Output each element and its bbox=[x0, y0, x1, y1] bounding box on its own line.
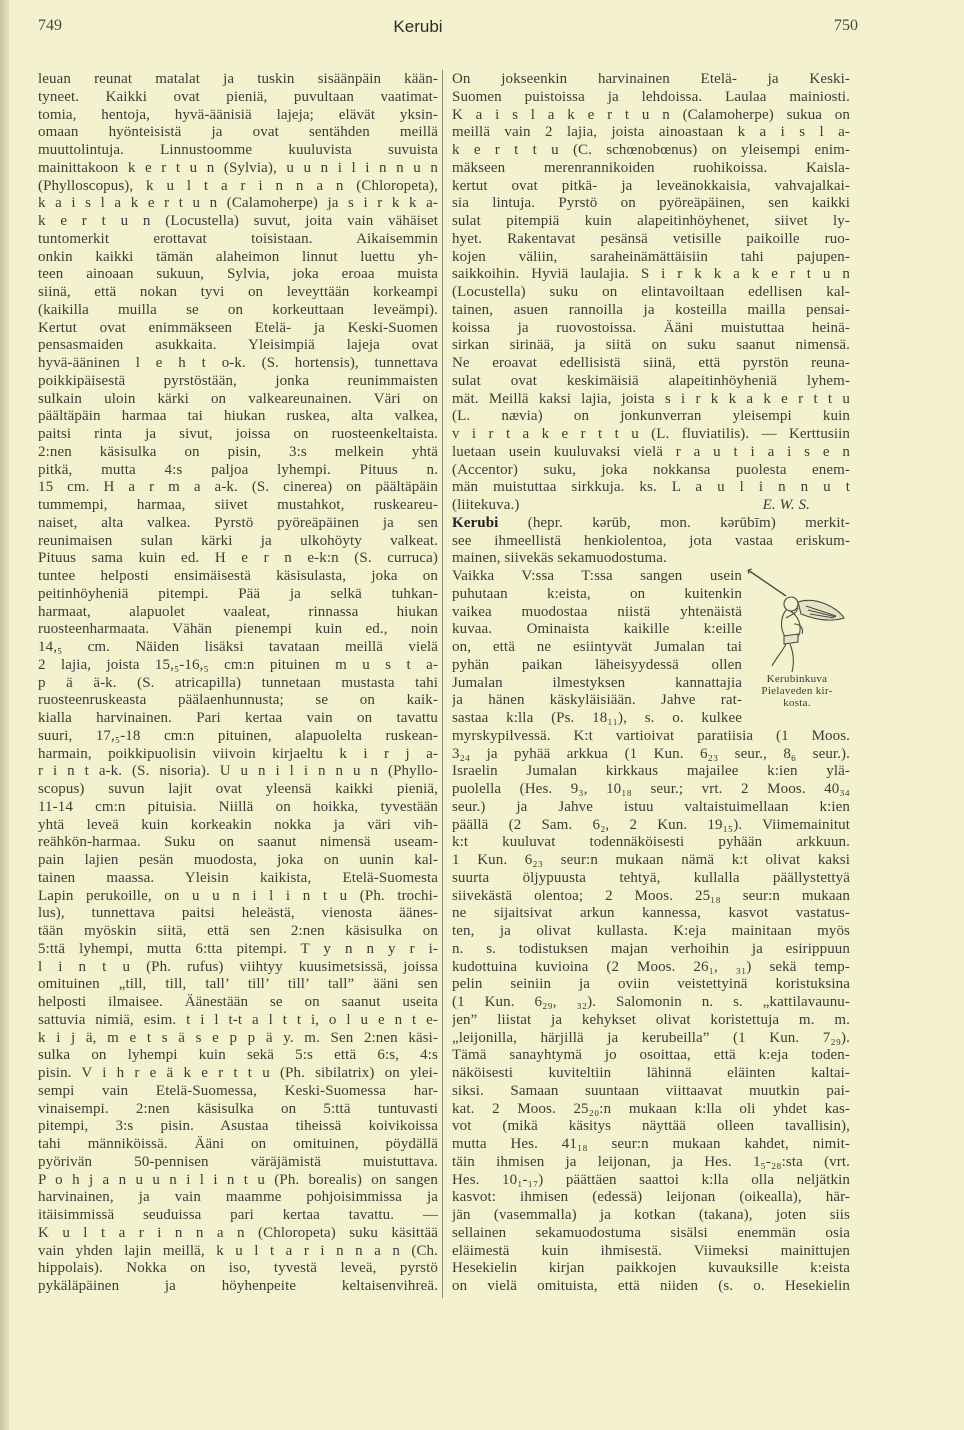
text-line: siivekästä olentoa; 2 Moos. 25₁₈ seur:n mukaan bbox=[452, 887, 850, 904]
text-line: siksi. Samaan suuntaan viittaavat muutkin pai- bbox=[452, 1082, 850, 1099]
text-line: Tämä sanayhtymä jo osoittaa, että k:eja toden- bbox=[452, 1047, 850, 1064]
text-line: 2:nen käsisulka on pisin, 3:s melkein yhtä bbox=[38, 443, 438, 460]
text-line bbox=[452, 515, 850, 533]
text-line: k a i s l a k e r t u n (Calamoherpe) ja s i r k k a- bbox=[38, 195, 438, 212]
text-line: mainittakoon k e r t u n (Sylvia), u u n i l i n n u n bbox=[38, 159, 438, 176]
page-number-right: 750 bbox=[834, 17, 858, 34]
text-line bbox=[452, 497, 850, 515]
text-line: tomia, hentoja, hyvä-äänisiä lajeja; elävät yksin- bbox=[38, 106, 438, 123]
text-line: sulat pitempiä kuin alapeitinhöyhenet, siivet ly- bbox=[452, 213, 850, 229]
text-line: 1 Kun. 6₂₃ seur:n mukaan nämä k:t olivat kaksi bbox=[452, 852, 850, 868]
text-line: muuttolintuja. Linnustoomme kuuluvista suvuista bbox=[38, 142, 438, 158]
text-line: saikkoihin. Hyviä laulajia. S i r k k a k e r t u n bbox=[452, 266, 850, 283]
text-line: täin ihmisen ja leijonan, ja Hes. 1₅-₂₈:sta (vrt. bbox=[452, 1153, 850, 1170]
text-line: k e r t t u (C. schœnobœnus) on yleisempi enim- bbox=[452, 142, 850, 158]
text-line: Israelin Jumalan kirkkaus majailee k:ien ylä- bbox=[452, 763, 850, 780]
text-line: k i j ä, m e t s ä s e p p ä y. m. Sen 2:nen käsi- bbox=[38, 1029, 438, 1046]
text-line: sempi vain Etelä-Suomessa, Keski-Suomessa har- bbox=[38, 1082, 438, 1099]
text-line: n. s. todistuksen majan verhoihin ja esirippuun bbox=[452, 940, 850, 957]
text-line: 14,₅ cm. Näiden lisäksi tavataan meillä vielä bbox=[38, 639, 438, 655]
text-line: mäkseen merenrannikoiden ruohikoissa. Kaisla- bbox=[452, 159, 850, 176]
text-line: kuvaa. Ominaista kaikille k:eille bbox=[452, 621, 742, 638]
text-line: tuntomerkit erottavat toisistaan. Aikaisemmin bbox=[38, 230, 438, 247]
text-line: meillä vain 2 lajia, joista ainoastaan k a i s l a- bbox=[452, 124, 850, 141]
text-line: (Phylloscopus), k u l t a r i n n a n (Chloropeta), bbox=[38, 177, 438, 194]
text-line: (Locustella) suku on elintavoiltaan edellisen kal- bbox=[452, 284, 850, 300]
cherub-figure bbox=[742, 568, 852, 709]
text-line: sulka on lyhempi kuin sekä 5:s että 6:s, 4:s bbox=[38, 1047, 438, 1064]
text-line: omaan hyönteisistä ja ovat sentähden meillä bbox=[38, 124, 438, 141]
text-line: (Accentor) suku, joka nokkansa puolesta enem- bbox=[452, 461, 850, 478]
text-line: itäisimmissä seuduissa pari kertaa tavattu. — bbox=[38, 1207, 438, 1223]
entry-headword: Kerubi bbox=[452, 514, 499, 531]
text-line: päältäpäin harmaa tai hiukan ruskea, alta valkea, bbox=[38, 408, 438, 425]
text-line: pelin seiniin ja oviin veistettyinä koristuksina bbox=[452, 976, 850, 993]
text-line: tainen maassa. Yleisin kaikista, Etelä-Suomesta bbox=[38, 869, 438, 886]
text-line: puhutaan k:eista, on kuitenkin bbox=[452, 585, 742, 602]
text-line: yhtä leveä kuin korkeakin nokka ja väri vih- bbox=[38, 816, 438, 833]
text-line: sattuvia nimiä, esim. t i l t-t a l t t i, o l u e n t e- bbox=[38, 1011, 438, 1028]
text-line: l i n t u (Ph. rufus) viihtyy kuusimetsissä, joissa bbox=[38, 958, 438, 975]
text-line: r i n t a-k. (S. nisoria). U u n i l i n n u n (Phyllo- bbox=[38, 763, 438, 780]
text-line: kasvot: ihmisen (edessä) leijonan (oikealla), här- bbox=[452, 1189, 850, 1206]
text-line: (1 Kun. 6₂₉, ₃₂). Salomonin n. s. „kattilavaunu- bbox=[452, 994, 850, 1010]
text-line: vot (mikä käsitys näyttää olleen tavallisin), bbox=[452, 1118, 850, 1135]
text-line: Lapin perukoille, on u u n i l i n t u (Ph. trochi- bbox=[38, 887, 438, 904]
text-line: siinä, että nokan tyvi on leveyttään korkeampi bbox=[38, 284, 438, 300]
text-line: p ä ä-k. (S. atricapilla) tunnetaan mustasta tahi bbox=[38, 674, 438, 691]
text-line: ten, ja olivat kullasta. K:eja mainitaan myös bbox=[452, 923, 850, 939]
text-line: 3₂₄ ja pyhää arkkua (1 Kun. 6₂₃ seur., 8₆ seur.). bbox=[452, 745, 850, 762]
page-number-left: 749 bbox=[38, 17, 62, 34]
text-line: 11-14 cm:n pituisia. Niillä on hoikka, tyvestään bbox=[38, 798, 438, 815]
text-line: see ihmeellistä henkiolentoa, jota vastaa eriskum- bbox=[452, 532, 850, 549]
text-line: pitempi, 3:s pisin. Asustaa tiheissä koivikoissa bbox=[38, 1118, 438, 1135]
figure-caption-line-1: Kerubinkuva bbox=[766, 673, 828, 685]
text-line: omituinen „till, till, tall’ till’ till’ tall” ääni sen bbox=[38, 976, 438, 993]
text-line: näköisesti kuviteltiin lähinnä eläinten kaltai- bbox=[452, 1065, 850, 1081]
text-line: Suomen puistoissa ja lehdoissa. Laulaa mainiosti. bbox=[452, 88, 850, 105]
text-line: on, että ne esiintyvät Jumalan tai bbox=[452, 639, 742, 655]
text-line: pisin. V i h r e ä k e r t t u (Ph. sibilatrix) on ylei- bbox=[38, 1065, 438, 1081]
text-line: pitkä, mutta 4:s paljoa lyhempi. Pituus n. bbox=[38, 461, 438, 478]
text-line: päällä (2 Sam. 6₂, 2 Kun. 19₁₅). Viimemainitut bbox=[452, 816, 850, 833]
text-line-content: (liitekuva.) bbox=[452, 497, 520, 513]
text-line: v i r t a k e r t t u (L. fluviatilis). — Kerttusiin bbox=[452, 426, 850, 442]
text-line: k:t kuuluvat todennäköisesti pyhään arkkuun. bbox=[452, 834, 850, 851]
text-line: on vielä omituista, että niiden (s. o. Hesekielin bbox=[452, 1278, 850, 1294]
text-line: pensasmaiden asukkaita. Yleisimpiä lajeja ovat bbox=[38, 337, 438, 354]
text-line: tummempi, harmaa, siivet mustahkot, ruskeareu- bbox=[38, 497, 438, 513]
text-line: mutta Hes. 41₁₈ seur:n mukaan kahdet, nimit- bbox=[452, 1136, 850, 1152]
text-line: tään myöskin siitä, että sen 2:nen käsisulka on bbox=[38, 923, 438, 939]
text-line: hippolais). Nokka on iso, tyvestä leveä, pyrstö bbox=[38, 1260, 438, 1277]
text-line: sulat ovat keskimäisiä alapeitinhöyheniä lyhem- bbox=[452, 372, 850, 389]
text-line: lus), tunnettava paitsi heleästä, vienosta äänes- bbox=[38, 905, 438, 922]
text-line: ne sijaitsivat arkun kannessa, kasvot vastatus- bbox=[452, 905, 850, 922]
text-line: reunimaisen sulan kärki ja ulkohöyty valkeat. bbox=[38, 532, 438, 549]
text-line: puolella (Hes. 9₃, 10₁₈ seur.; vrt. 2 Moos. 40₃₄ bbox=[452, 781, 850, 797]
text-line: kojen väliin, saraheinämättäisiin tahi pajupen- bbox=[452, 248, 850, 265]
text-line: sirkan sirinää, ja siitä on suku saanut nimensä. bbox=[452, 337, 850, 354]
figure-caption-line-3: kosta. bbox=[783, 697, 811, 709]
text-line: mät. Meillä kaksi lajia, joista s i r k k a k e r t t u bbox=[452, 390, 850, 407]
text-line: män muistuttaa sirkkuja. ks. L a u l i n n u t bbox=[452, 479, 850, 496]
text-line: naiset, alta valkea. Pyrstö pyöreäpäinen ja sen bbox=[38, 514, 438, 531]
text-line: tainen, asuen rannoilla ja kosteilla mailla pensai- bbox=[452, 301, 850, 318]
text-line: Pituus sama kuin ed. H e r n e-k:n (S. curruca) bbox=[38, 550, 438, 567]
text-line: P o h j a n u u n i l i n t u (Ph. borealis) on sangen bbox=[38, 1171, 438, 1188]
text-line: reähkön-harmaa. Suku on saanut nimensä useam- bbox=[38, 834, 438, 851]
text-line: Hesekielin kirjan paikkojen kuvauksille k:eista bbox=[452, 1260, 850, 1277]
text-line: Ne eroavat edellisistä siinä, että pyrstön reuna- bbox=[452, 355, 850, 371]
text-line: 2 lajia, joista 15,₅-16,₅ cm:n pituinen m u s t a- bbox=[38, 656, 438, 673]
text-line: (L. nævia) on jonkunverran yleisempi kuin bbox=[452, 408, 850, 425]
text-line: poikkipäisestä pyrstöstään, jonka reunimmaisten bbox=[38, 372, 438, 389]
text-line: pain lajien pesän muodosta, joka on uunin kal- bbox=[38, 852, 438, 868]
text-line: jen” liistat ja kehykset olivat koristettuja m. m. bbox=[452, 1011, 850, 1028]
text-line: 15 cm. H a r m a a-k. (S. cinerea) on päältäpäin bbox=[38, 479, 438, 496]
text-line: paitsi rinta ja sivut, joissa on ruosteenkeltaista. bbox=[38, 426, 438, 442]
text-line: hyvä-ääninen l e h t o-k. (S. hortensis), tunnettava bbox=[38, 355, 438, 371]
text-line: ruosteenruskeasta päälaenhunnusta; se on kaik- bbox=[38, 692, 438, 709]
text-line: mainen, siivekäs sekamuodostuma. bbox=[452, 550, 667, 567]
text-line: teen ainoaan sukuun, Sylvia, joka eroaa muista bbox=[38, 266, 438, 283]
author-initials: E. W. S. bbox=[762, 497, 810, 513]
figure-caption-line-2: Pielaveden kir- bbox=[761, 685, 833, 697]
cherub-illustration bbox=[746, 568, 846, 673]
text-line: pyhän paikan läheisyydessä ollen bbox=[452, 656, 742, 673]
text-line: leuan reunat matalat ja tuskin sisäänpäin kään- bbox=[38, 71, 438, 87]
text-line: pyörivän 50-pennisen väräjämistä muistuttava. bbox=[38, 1153, 438, 1170]
text-line: ruosteenharmaata. Vähän pienempi kuin ed., noin bbox=[38, 621, 438, 638]
text-line: k e r t u n (Locustella) suvut, joita vain vähäiset bbox=[38, 213, 438, 229]
text-line: sastaa k:lla (Ps. 18₁₁), s. o. kulkee bbox=[452, 710, 742, 726]
text-line: kudottuina kuvioina (2 Moos. 26₁, ₃₁) sekä temp- bbox=[452, 958, 850, 975]
text-line: tahi männiköissä. Ääni on omituinen, pöydällä bbox=[38, 1136, 438, 1152]
text-line: scopus) suvun lajit ovat yleensä kaikki pieniä, bbox=[38, 781, 438, 797]
text-line: Hes. 10₁-₁₇) päättäen saattoi k:lla olla neljätkin bbox=[452, 1171, 850, 1188]
text-line: vinaisempi. 2:nen käsisulka on 5:ttä tuntuvasti bbox=[38, 1100, 438, 1117]
running-title: Kerubi bbox=[393, 17, 443, 36]
text-line: suurta öljypuusta tehtyä, kullalla päällystettyä bbox=[452, 869, 850, 886]
text-line: sulkain uloin kärki on valkeareunainen. Väri on bbox=[38, 390, 438, 407]
text-line: harmaat, alapuolet vaaleat, rinnassa hiukan bbox=[38, 603, 438, 620]
text-line: peitinhöyheniä pitempi. Pää ja selkä tuhkan- bbox=[38, 585, 438, 602]
text-line: vain yhden lajin meillä, k u l t a r i n n a n (Ch. bbox=[38, 1242, 438, 1259]
text-line: On jokseenkin harvinainen Etelä- ja Keski- bbox=[452, 71, 850, 87]
text-line: kat. 2 Moos. 25₂₀:n mukaan k:lla oli yhdet kas- bbox=[452, 1100, 850, 1117]
text-line: tyneet. Kaikki ovat pieniä, puvultaan vaatimat- bbox=[38, 88, 438, 105]
text-line: K u l t a r i n n a n (Chloropeta) suku käsittää bbox=[38, 1224, 438, 1241]
text-line: koissa ja ruovostoissa. Ääni muistuttaa heinä- bbox=[452, 319, 850, 336]
text-line: K a i s l a k e r t u n (Calamoherpe) sukua on bbox=[452, 106, 850, 123]
text-line: onkin kaikki tämän alaheimon linnut luettu yh- bbox=[38, 248, 438, 265]
text-line: sia lintuja. Pyrstö on pyöreäpäinen, sen kaikki bbox=[452, 195, 850, 212]
text-line: harvinainen, ja vain maamme pohjoisimmissa ja bbox=[38, 1189, 438, 1206]
text-line: vaikea muodostaa niistä yhtenäistä bbox=[452, 603, 742, 620]
text-line: Kertut ovat enimmäkseen Etelä- ja Keski-Suomen bbox=[38, 319, 438, 336]
text-line: tuntee helposti ensimäisestä käsisulasta, joka on bbox=[38, 568, 438, 584]
column-divider bbox=[442, 70, 443, 1298]
text-line: eläimestä kuin ihmisestä. Viimeksi mainittujen bbox=[452, 1242, 850, 1259]
text-line: kertut ovat pitkä- ja leveänokkaisia, vahvajalkai- bbox=[452, 177, 850, 194]
text-line: harmain, poikkipuolisin viivoin kirjaeltu k i r j a- bbox=[38, 745, 438, 762]
text-line: suuri, 17,₅-18 cm:n pituinen, alapuolelta ruskean- bbox=[38, 727, 438, 744]
book-binding-edge bbox=[0, 0, 9, 1430]
text-line: luetaan usein kuuluvaksi vielä r a u t i a i s e n bbox=[452, 443, 850, 460]
text-line: seur.) ja Jahve istuu valtaistuimellaan k:ien bbox=[452, 798, 850, 815]
text-line: (kaikilla muilla se on korkeuttaan leveämpi). bbox=[38, 301, 438, 318]
left-column bbox=[38, 71, 438, 1296]
text-line: Jumalan ilmestyksen kannattajia bbox=[452, 674, 742, 691]
text-line: Vaikka V:ssa T:ssa sangen usein bbox=[452, 568, 742, 584]
text-line: jän (vasemmalla) ja kotkan (takana), joten siis bbox=[452, 1207, 850, 1223]
text-line: ja hänen käskyläisiään. Jahve rat- bbox=[452, 692, 742, 709]
text-line: hyet. Rakentavat pesänsä vetisille paikoille ruo- bbox=[452, 230, 850, 247]
text-line: sellainen sekamuodostuma sisälsi enemmän osia bbox=[452, 1224, 850, 1241]
text-line: 5:ttä lyhempi, mutta 6:tta pitempi. T y n n y r i- bbox=[38, 940, 438, 957]
text-line: „leijonilla, härjillä ja kerubeilla” (1 Kun. 7₂₉). bbox=[452, 1029, 850, 1046]
text-line: myrskypilvessä. K:t vartioivat paratiisia (1 Moos. bbox=[452, 727, 850, 744]
text-line: kialla harvinainen. Pari kertaa vain on tavattu bbox=[38, 710, 438, 726]
text-line: pykäläpäinen ja höyhenpeite keltaisenvihreä. bbox=[38, 1278, 438, 1294]
text-line-content: (hepr. kərūb, mon. kərūbīm) merkit- bbox=[527, 514, 850, 531]
text-line: helposti ilmaisee. Äänestään se on saanut useita bbox=[38, 994, 438, 1010]
